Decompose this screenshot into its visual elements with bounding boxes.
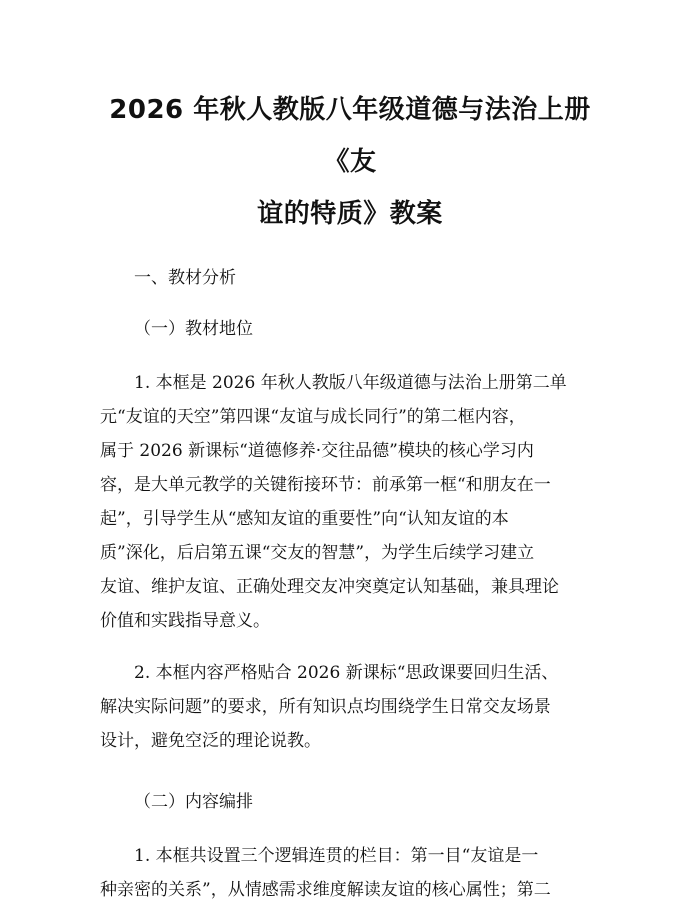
subsection-heading-material-position: （一）教材地位 [134,319,253,339]
paragraph-line: 1. 本框共设置三个逻辑连贯的栏目：第一目“友谊是一 [134,846,539,866]
paragraph-line: 友谊、维护友谊、正确处理交友冲突奠定认知基础，兼具理论 [100,577,559,597]
paragraph-line: 价值和实践指导意义。 [100,611,270,631]
paragraph-line: 设计，避免空泛的理论说教。 [100,731,321,751]
subsection-heading-content-arrangement: （二）内容编排 [134,792,253,812]
document-title [100,84,600,240]
paragraph-line: 1. 本框是 2026 年秋人教版八年级道德与法治上册第二单 [134,373,567,393]
paragraph-line: 元“友谊的天空”第四课“友谊与成长同行”的第二框内容， [100,407,526,427]
paragraph-line: 属于 2026 新课标“道德修养·交往品德”模块的核心学习内 [100,441,534,461]
title-line-1: 2026 年秋人教版八年级道德与法治上册《友 [109,95,591,177]
title-line-2: 谊的特质》教案 [257,199,443,229]
paragraph-line: 2. 本框内容严格贴合 2026 新课标“思政课要回归生活、 [134,663,559,683]
paragraph-line: 解决实际问题”的要求，所有知识点均围绕学生日常交友场景 [100,697,551,717]
paragraph-material-position-2 [100,656,600,758]
paragraph-line: 质”深化，后启第五课“交友的智慧”，为学生后续学习建立 [100,543,535,563]
paragraph-line: 种亲密的关系”，从情感需求维度解读友谊的核心属性；第二 [100,880,551,900]
section-heading-teaching-material-analysis: 一、教材分析 [134,268,236,288]
paragraph-line: 容，是大单元教学的关键衔接环节：前承第一框“和朋友在一 [100,475,551,495]
paragraph-content-arrangement-1 [100,839,600,907]
paragraph-material-position-1 [100,366,600,638]
paragraph-line: 起”，引导学生从“感知友谊的重要性”向“认知友谊的本 [100,509,509,529]
